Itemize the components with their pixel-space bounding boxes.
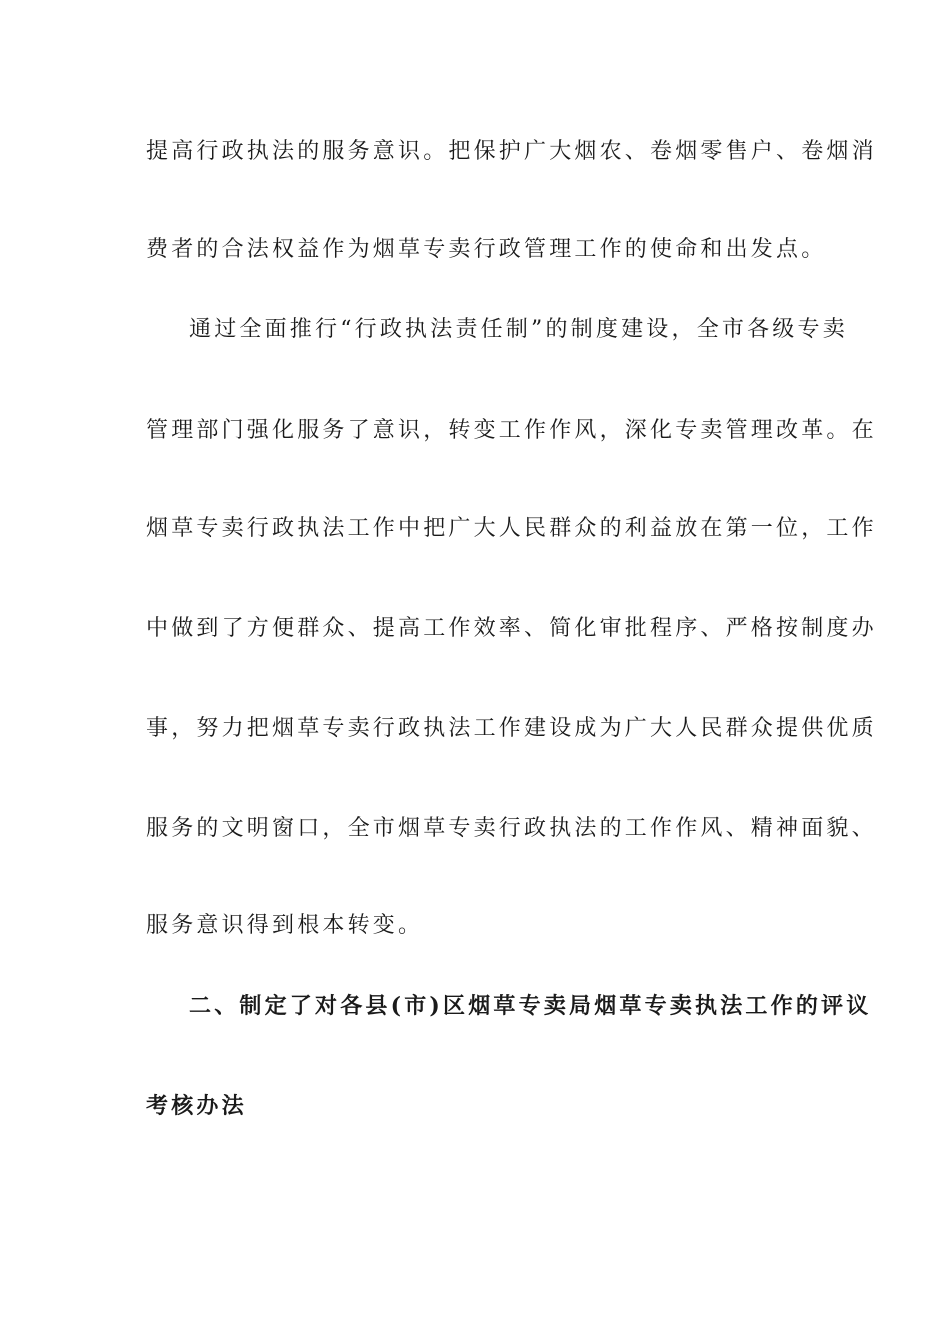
section-heading-line-2: 考核办法 [146,1093,247,1119]
paragraph-1-line-1: 提高行政执法的服务意识。把保护广大烟农、卷烟零售户、卷烟消 [146,139,877,164]
paragraph-2-line-5: 事，努力把烟草专卖行政执法工作建设成为广大人民群众提供优质 [146,716,877,741]
paragraph-2-line-1: 通过全面推行“行政执法责任制”的制度建设，全市各级专卖 [189,317,848,342]
paragraph-2-line-3: 烟草专卖行政执法工作中把广大人民群众的利益放在第一位，工作 [146,516,877,541]
paragraph-1-line-2: 费者的合法权益作为烟草专卖行政管理工作的使命和出发点。 [146,237,827,262]
paragraph-2-line-4: 中做到了方便群众、提高工作效率、简化审批程序、严格按制度办 [146,616,877,641]
paragraph-2-line-7: 服务意识得到根本转变。 [146,913,424,938]
section-heading-line-1: 二、制定了对各县(市)区烟草专卖局烟草专卖执法工作的评议 [189,993,872,1019]
paragraph-2-line-6: 服务的文明窗口，全市烟草专卖行政执法的工作作风、精神面貌、 [146,816,877,841]
paragraph-2-line-2: 管理部门强化服务了意识，转变工作作风，深化专卖管理改革。在 [146,418,877,443]
